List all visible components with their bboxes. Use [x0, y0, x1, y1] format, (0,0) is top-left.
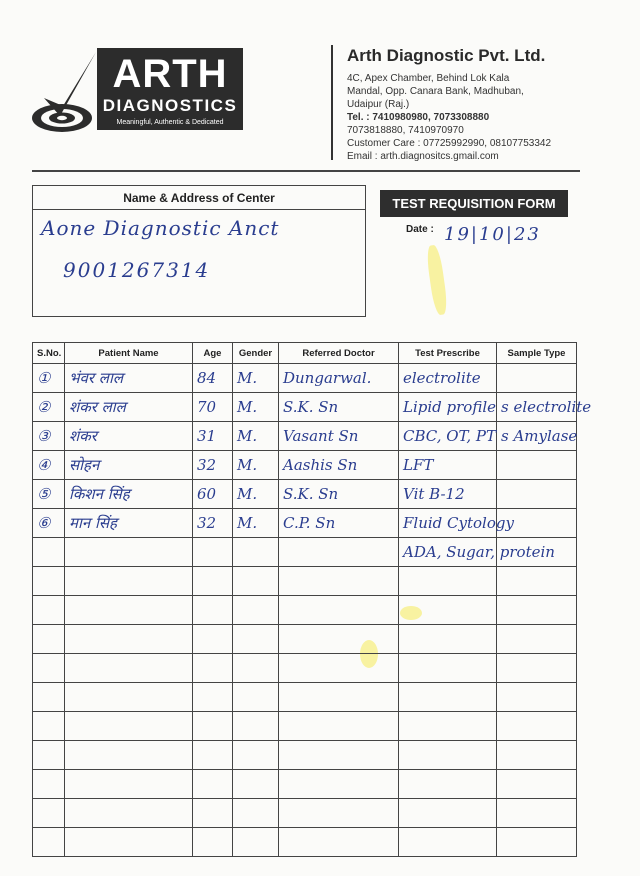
cell-patient-name: शंकर [65, 422, 193, 451]
cell-sample-type [497, 799, 577, 828]
cell-gender [233, 828, 279, 857]
center-phone: 9001267314 [63, 258, 211, 282]
cell-test-prescribe: Vit B-12 [399, 480, 497, 509]
company-info [347, 46, 632, 163]
center-box-title: Name & Address of Center [33, 186, 365, 210]
cell-test-prescribe [399, 770, 497, 799]
company-email: Email : arth.diagnositcs.gmail.com [347, 151, 499, 162]
cell-sample-type [497, 741, 577, 770]
cell-gender [233, 538, 279, 567]
cell-patient-name [65, 828, 193, 857]
cell-sample-type [497, 625, 577, 654]
target-check-logo-icon [30, 48, 102, 138]
cell-sample-type [497, 567, 577, 596]
cell-age [193, 567, 233, 596]
cell-test-prescribe: CBC, OT, PT [399, 422, 497, 451]
cell-referred-doctor [279, 770, 399, 799]
cell-patient-name: किशन सिंह [65, 480, 193, 509]
table-row [33, 596, 577, 625]
cell-sample-type [497, 596, 577, 625]
cell-gender [233, 625, 279, 654]
cell-referred-doctor [279, 683, 399, 712]
table-row [33, 770, 577, 799]
cell-age [193, 770, 233, 799]
cell-test-prescribe: electrolite [399, 364, 497, 393]
address-line-3: Udaipur (Raj.) [347, 99, 410, 110]
address-line-2: Mandal, Opp. Canara Bank, Madhuban, [347, 86, 524, 97]
header-gender: Gender [233, 343, 279, 364]
cell-sno [33, 538, 65, 567]
address-line-1: 4C, Apex Chamber, Behind Lok Kala [347, 73, 510, 84]
cell-sample-type [497, 654, 577, 683]
header-divider [331, 45, 333, 160]
cell-sno [33, 567, 65, 596]
cell-age: 84 [193, 364, 233, 393]
header-referred-doctor: Referred Doctor [279, 343, 399, 364]
cell-age [193, 741, 233, 770]
cell-patient-name [65, 596, 193, 625]
cell-referred-doctor: S.K. Sn [279, 480, 399, 509]
cell-sno [33, 625, 65, 654]
cell-gender [233, 799, 279, 828]
cell-age [193, 538, 233, 567]
cell-sno: ④ [33, 451, 65, 480]
cell-referred-doctor [279, 799, 399, 828]
cell-patient-name [65, 538, 193, 567]
center-name: Aone Diagnostic Anct [41, 216, 280, 240]
cell-gender [233, 683, 279, 712]
cell-gender [233, 712, 279, 741]
cell-gender: M. [233, 509, 279, 538]
cell-test-prescribe [399, 596, 497, 625]
cell-sno [33, 799, 65, 828]
cell-patient-name: मान सिंह [65, 509, 193, 538]
cell-referred-doctor [279, 596, 399, 625]
logo-title: ARTH [112, 52, 228, 96]
cell-sample-type: s electrolite [497, 393, 577, 422]
cell-age [193, 654, 233, 683]
cell-age [193, 625, 233, 654]
cell-age [193, 596, 233, 625]
table-row [33, 393, 577, 422]
table-row [33, 625, 577, 654]
cell-sno: ① [33, 364, 65, 393]
table-row [33, 480, 577, 509]
table-row [33, 567, 577, 596]
cell-patient-name [65, 770, 193, 799]
cell-sno [33, 770, 65, 799]
cell-test-prescribe [399, 683, 497, 712]
cell-patient-name [65, 654, 193, 683]
cell-gender: M. [233, 364, 279, 393]
cell-sample-type [497, 683, 577, 712]
highlighter-mark [425, 244, 449, 315]
cell-sno [33, 741, 65, 770]
cell-test-prescribe [399, 625, 497, 654]
cell-sno: ② [33, 393, 65, 422]
cell-age [193, 799, 233, 828]
cell-sno [33, 654, 65, 683]
cell-referred-doctor [279, 654, 399, 683]
table-row [33, 683, 577, 712]
cell-test-prescribe [399, 712, 497, 741]
company-name: Arth Diagnostic Pvt. Ltd. [347, 46, 546, 65]
table-row [33, 422, 577, 451]
telephone-line-2: 7073818880, 7410970970 [347, 125, 464, 136]
cell-patient-name [65, 567, 193, 596]
cell-age: 32 [193, 451, 233, 480]
date-value: 19|10|23 [444, 224, 541, 245]
cell-gender [233, 654, 279, 683]
cell-age: 32 [193, 509, 233, 538]
cell-sample-type: s Amylase [497, 422, 577, 451]
cell-test-prescribe [399, 567, 497, 596]
table-row [33, 741, 577, 770]
cell-referred-doctor: Vasant Sn [279, 422, 399, 451]
cell-gender: M. [233, 393, 279, 422]
cell-age: 70 [193, 393, 233, 422]
cell-sno: ⑤ [33, 480, 65, 509]
table-row [33, 828, 577, 857]
cell-gender [233, 567, 279, 596]
cell-test-prescribe [399, 741, 497, 770]
cell-sample-type [497, 828, 577, 857]
form-title: TEST REQUISITION FORM [380, 190, 568, 217]
cell-patient-name: भंवर लाल [65, 364, 193, 393]
table-row [33, 654, 577, 683]
cell-gender: M. [233, 422, 279, 451]
table-header-row [33, 343, 577, 364]
logo-subtitle: DIAGNOSTICS [102, 96, 238, 115]
cell-gender: M. [233, 451, 279, 480]
cell-referred-doctor [279, 538, 399, 567]
header-sno: S.No. [33, 343, 65, 364]
cell-age [193, 712, 233, 741]
cell-patient-name [65, 741, 193, 770]
cell-age [193, 683, 233, 712]
header-test-prescribe: Test Prescribe [399, 343, 497, 364]
header-patient-name: Patient Name [65, 343, 193, 364]
cell-test-prescribe [399, 654, 497, 683]
cell-referred-doctor [279, 712, 399, 741]
header-sample-type: Sample Type [497, 343, 577, 364]
cell-age [193, 828, 233, 857]
cell-sno [33, 828, 65, 857]
cell-patient-name [65, 625, 193, 654]
table-row [33, 451, 577, 480]
cell-test-prescribe: LFT [399, 451, 497, 480]
center-details-box [32, 185, 366, 317]
table-row [33, 799, 577, 828]
cell-sno: ⑥ [33, 509, 65, 538]
header-rule [32, 170, 580, 172]
table-row [33, 538, 577, 567]
table-row [33, 712, 577, 741]
cell-sample-type [497, 451, 577, 480]
date-label: Date : [406, 224, 434, 235]
cell-sample-type [497, 770, 577, 799]
patient-table [32, 342, 592, 857]
cell-referred-doctor: Aashis Sn [279, 451, 399, 480]
cell-sample-type [497, 480, 577, 509]
cell-referred-doctor: S.K. Sn [279, 393, 399, 422]
cell-test-prescribe [399, 799, 497, 828]
customer-care: Customer Care : 07725992990, 08107753342 [347, 138, 552, 149]
cell-patient-name [65, 712, 193, 741]
cell-age: 31 [193, 422, 233, 451]
cell-patient-name [65, 799, 193, 828]
cell-gender [233, 596, 279, 625]
cell-test-prescribe: Fluid Cytology [399, 509, 497, 538]
cell-referred-doctor [279, 741, 399, 770]
cell-referred-doctor [279, 625, 399, 654]
cell-sno: ③ [33, 422, 65, 451]
cell-sno [33, 596, 65, 625]
cell-test-prescribe: ADA, Sugar, protein [399, 538, 497, 567]
cell-gender: M. [233, 480, 279, 509]
cell-sno [33, 683, 65, 712]
table-row [33, 509, 577, 538]
cell-test-prescribe [399, 828, 497, 857]
brand-logo [97, 48, 243, 130]
cell-referred-doctor: C.P. Sn [279, 509, 399, 538]
cell-patient-name: सोहन [65, 451, 193, 480]
cell-gender [233, 741, 279, 770]
cell-patient-name [65, 683, 193, 712]
cell-referred-doctor: Dungarwal. [279, 364, 399, 393]
table-row [33, 364, 577, 393]
cell-referred-doctor [279, 567, 399, 596]
cell-gender [233, 770, 279, 799]
cell-referred-doctor [279, 828, 399, 857]
cell-age: 60 [193, 480, 233, 509]
logo-tagline: Meaningful, Authentic & Dedicated [116, 119, 224, 126]
telephone-line-1: Tel. : 7410980980, 7073308880 [347, 112, 490, 123]
cell-sno [33, 712, 65, 741]
cell-test-prescribe: Lipid profile [399, 393, 497, 422]
cell-sample-type [497, 712, 577, 741]
header-age: Age [193, 343, 233, 364]
cell-sample-type [497, 364, 577, 393]
cell-patient-name: शंकर लाल [65, 393, 193, 422]
